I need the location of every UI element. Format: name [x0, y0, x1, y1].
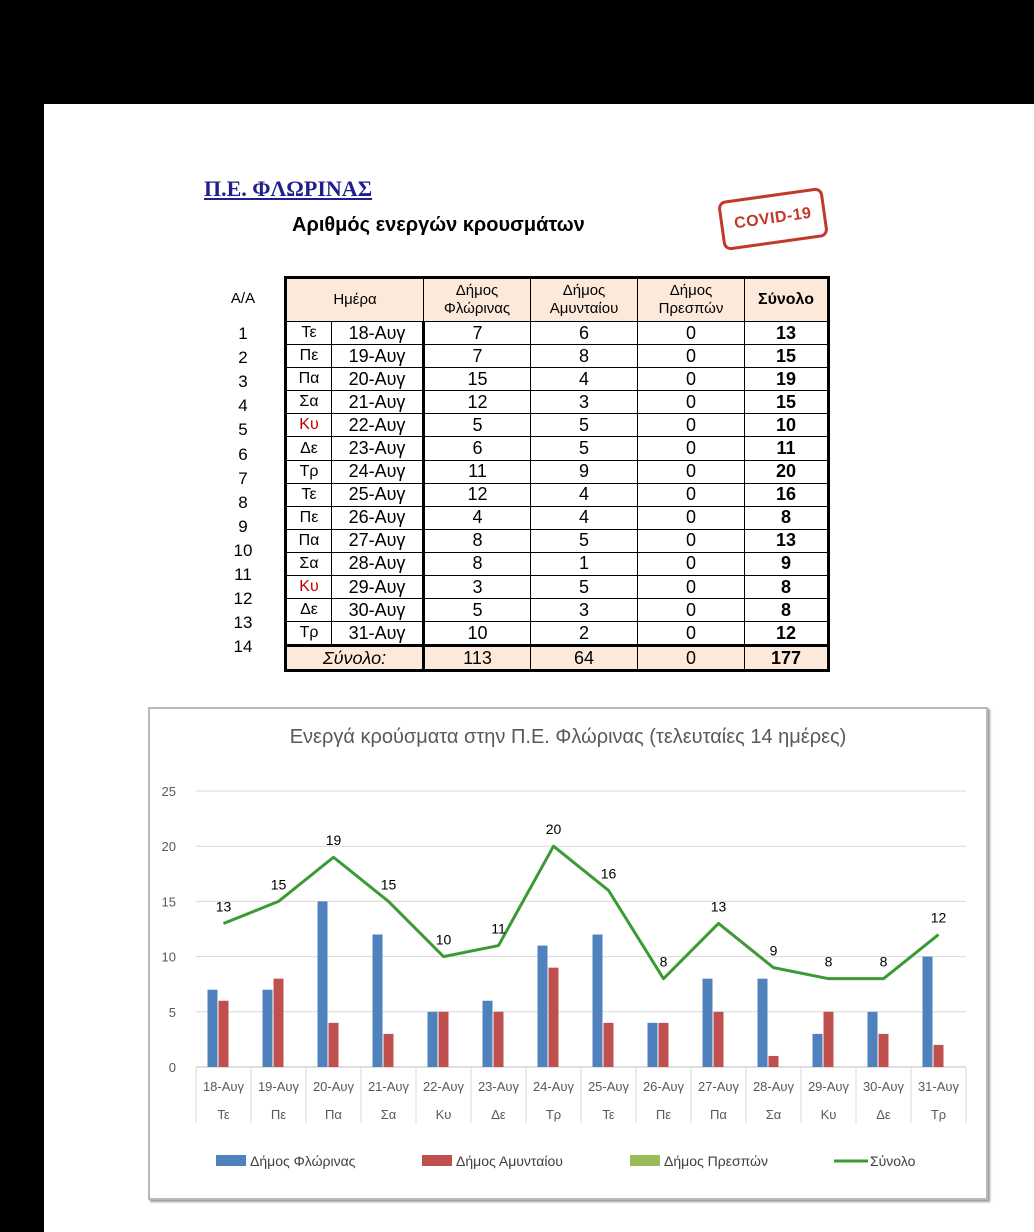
prespes-cell: 0 [638, 622, 745, 646]
day-cell: Σα [286, 391, 332, 414]
data-label: 8 [824, 953, 833, 970]
bar-2 [274, 979, 284, 1067]
bar-1 [263, 990, 273, 1067]
table-row [286, 622, 829, 646]
legend-swatch [630, 1155, 660, 1166]
data-label: 12 [930, 909, 947, 926]
bar-2 [659, 1023, 669, 1067]
prespes-cell: 0 [638, 322, 745, 345]
day-cell: Τε [286, 483, 332, 506]
bar-2 [329, 1023, 339, 1067]
bar-1 [758, 979, 768, 1067]
amyntaio-cell: 5 [531, 529, 638, 552]
amyntaio-cell: 1 [531, 552, 638, 575]
amyntaio-cell: 4 [531, 368, 638, 391]
table-row [286, 345, 829, 368]
aa-column [220, 274, 266, 659]
data-label: 19 [325, 832, 342, 849]
table-row [286, 414, 829, 437]
total-cell: 20 [745, 460, 829, 483]
table-row [286, 483, 829, 506]
amyntaio-cell: 9 [531, 460, 638, 483]
y-tick-label: 10 [161, 949, 176, 965]
x-tick-label: 24-Αυγ [532, 1079, 575, 1094]
cases-table [284, 276, 830, 672]
day-cell: Πα [286, 368, 332, 391]
cases-chart [150, 709, 986, 1198]
bar-2 [604, 1023, 614, 1067]
x-day-label: Πε [270, 1107, 287, 1122]
total-cell: 12 [745, 622, 829, 646]
page-title: Π.Ε. ΦΛΩΡΙΝΑΣ [204, 176, 373, 201]
amyntaio-cell: 2 [531, 622, 638, 646]
prespes-cell: 0 [638, 576, 745, 599]
bar-1 [208, 990, 218, 1067]
sum-florina: 113 [424, 646, 531, 671]
table-row [286, 391, 829, 414]
data-label: 15 [380, 876, 397, 893]
x-tick-label: 28-Αυγ [752, 1079, 795, 1094]
aa-cell: 6 [238, 444, 248, 464]
prespes-cell: 0 [638, 460, 745, 483]
data-label: 8 [879, 953, 888, 970]
x-tick-label: 18-Αυγ [202, 1079, 245, 1094]
prespes-cell: 0 [638, 437, 745, 460]
bar-1 [813, 1034, 823, 1067]
florina-cell: 4 [424, 506, 531, 529]
x-tick-label: 25-Αυγ [587, 1079, 630, 1094]
amyntaio-cell: 3 [531, 391, 638, 414]
date-cell: 21-Αυγ [332, 391, 424, 414]
florina-cell: 10 [424, 622, 531, 646]
y-tick-label: 0 [168, 1060, 176, 1075]
date-cell: 19-Αυγ [332, 345, 424, 368]
data-label: 13 [215, 898, 232, 915]
aa-cell: 10 [233, 540, 253, 560]
prespes-cell: 0 [638, 529, 745, 552]
day-cell: Τρ [286, 622, 332, 646]
bar-1 [318, 901, 328, 1067]
prespes-cell: 0 [638, 414, 745, 437]
amyntaio-cell: 5 [531, 437, 638, 460]
date-cell: 28-Αυγ [332, 552, 424, 575]
date-cell: 18-Αυγ [332, 322, 424, 345]
x-tick-label: 20-Αυγ [312, 1079, 355, 1094]
chart-title: Ενεργά κρούσματα στην Π.Ε. Φλώρινας (τελευταίες 14 ημέρες) [289, 726, 847, 748]
col-header-amyntaio: Δήμος Αμυνταίου [531, 278, 638, 322]
bar-1 [373, 935, 383, 1067]
amyntaio-cell: 6 [531, 322, 638, 345]
y-tick-label: 20 [161, 839, 176, 855]
aa-cell: 13 [233, 613, 253, 633]
x-tick-label: 19-Αυγ [257, 1079, 300, 1094]
florina-cell: 5 [424, 414, 531, 437]
aa-header: Α/Α [230, 289, 256, 307]
florina-cell: 3 [424, 576, 531, 599]
day-cell: Κυ [286, 414, 332, 437]
amyntaio-cell: 5 [531, 576, 638, 599]
day-cell: Δε [286, 599, 332, 622]
prespes-cell: 0 [638, 391, 745, 414]
x-day-label: Σα [380, 1107, 397, 1122]
bar-2 [494, 1012, 504, 1067]
day-cell: Πα [286, 529, 332, 552]
prespes-cell: 0 [638, 552, 745, 575]
date-cell: 23-Αυγ [332, 437, 424, 460]
bar-1 [538, 946, 548, 1067]
total-cell: 10 [745, 414, 829, 437]
table-row [286, 599, 829, 622]
date-cell: 25-Αυγ [332, 483, 424, 506]
col-header-florina: Δήμος Φλώρινας [424, 278, 531, 322]
table-row [286, 529, 829, 552]
aa-cell: 12 [233, 589, 253, 609]
legend-label: Δήμος Φλώρινας [250, 1153, 356, 1169]
total-cell: 13 [745, 322, 829, 345]
sum-prespes: 0 [638, 646, 745, 671]
prespes-cell: 0 [638, 599, 745, 622]
bar-2 [549, 968, 559, 1067]
total-cell: 8 [745, 576, 829, 599]
bar-1 [923, 957, 933, 1067]
total-cell: 16 [745, 483, 829, 506]
aa-cell: 9 [238, 516, 248, 536]
x-day-label: Πα [710, 1107, 727, 1122]
amyntaio-cell: 8 [531, 345, 638, 368]
bar-2 [934, 1045, 944, 1067]
date-cell: 20-Αυγ [332, 368, 424, 391]
col-header-total: Σύνολο [745, 278, 829, 322]
aa-cell: 8 [238, 492, 248, 512]
x-tick-label: 23-Αυγ [477, 1079, 520, 1094]
x-tick-label: 30-Αυγ [862, 1079, 905, 1094]
day-cell: Τε [286, 322, 332, 345]
x-day-label: Κυ [435, 1107, 452, 1122]
day-cell: Πε [286, 345, 332, 368]
col-header-day: Ημέρα [286, 278, 424, 322]
y-tick-label: 25 [161, 784, 176, 799]
chart-container [148, 707, 988, 1200]
sum-row [286, 646, 829, 671]
day-cell: Πε [286, 506, 332, 529]
amyntaio-cell: 4 [531, 483, 638, 506]
total-cell: 15 [745, 345, 829, 368]
bar-1 [428, 1012, 438, 1067]
bar-2 [879, 1034, 889, 1067]
aa-cell: 3 [238, 372, 248, 392]
data-label: 15 [270, 876, 287, 893]
data-label: 20 [545, 821, 562, 838]
y-tick-label: 15 [161, 894, 176, 910]
table-row [286, 576, 829, 599]
day-cell: Σα [286, 552, 332, 575]
x-tick-label: 27-Αυγ [697, 1079, 740, 1094]
florina-cell: 5 [424, 599, 531, 622]
date-cell: 29-Αυγ [332, 576, 424, 599]
aa-cell: 4 [238, 396, 248, 416]
total-cell: 9 [745, 552, 829, 575]
date-cell: 26-Αυγ [332, 506, 424, 529]
data-label: 9 [769, 942, 778, 959]
table-row [286, 552, 829, 575]
bar-2 [384, 1034, 394, 1067]
bar-2 [714, 1012, 724, 1067]
x-day-label: Σα [765, 1107, 782, 1122]
x-tick-label: 29-Αυγ [807, 1079, 850, 1094]
aa-cell: 2 [238, 348, 248, 368]
bar-2 [824, 1012, 834, 1067]
florina-cell: 6 [424, 437, 531, 460]
total-cell: 19 [745, 368, 829, 391]
total-cell: 11 [745, 437, 829, 460]
aa-cell: 7 [238, 468, 248, 488]
x-day-label: Δε [876, 1107, 891, 1122]
x-day-label: Τε [217, 1107, 230, 1122]
legend-label: Δήμος Πρεσπών [664, 1153, 768, 1169]
covid-stamp: COVID-19 [717, 187, 829, 251]
amyntaio-cell: 4 [531, 506, 638, 529]
x-tick-label: 26-Αυγ [642, 1079, 685, 1094]
aa-cell: 1 [238, 324, 248, 344]
table-row [286, 368, 829, 391]
page-subtitle: Αριθμός ενεργών κρουσμάτων [292, 214, 585, 236]
legend-swatch [216, 1155, 246, 1166]
prespes-cell: 0 [638, 506, 745, 529]
table-row [286, 322, 829, 345]
data-label: 11 [491, 920, 506, 937]
total-cell: 8 [745, 599, 829, 622]
day-cell: Δε [286, 437, 332, 460]
florina-cell: 12 [424, 391, 531, 414]
total-cell: 15 [745, 391, 829, 414]
prespes-cell: 0 [638, 483, 745, 506]
florina-cell: 7 [424, 345, 531, 368]
bar-1 [483, 1001, 493, 1067]
table-row [286, 460, 829, 483]
date-cell: 24-Αυγ [332, 460, 424, 483]
total-cell: 8 [745, 506, 829, 529]
x-day-label: Κυ [820, 1107, 837, 1122]
legend-label: Σύνολο [870, 1153, 916, 1169]
bar-1 [703, 979, 713, 1067]
florina-cell: 7 [424, 322, 531, 345]
x-day-label: Πε [655, 1107, 672, 1122]
florina-cell: 8 [424, 552, 531, 575]
bar-2 [439, 1012, 449, 1067]
day-cell: Κυ [286, 576, 332, 599]
florina-cell: 12 [424, 483, 531, 506]
legend-swatch [422, 1155, 452, 1166]
x-day-label: Πα [325, 1107, 342, 1122]
prespes-cell: 0 [638, 345, 745, 368]
table-row [286, 506, 829, 529]
data-label: 16 [600, 865, 617, 882]
amyntaio-cell: 3 [531, 599, 638, 622]
data-label: 13 [710, 898, 727, 915]
x-day-label: Τε [602, 1107, 615, 1122]
aa-cell: 14 [233, 637, 253, 657]
aa-cell: 5 [238, 420, 248, 440]
florina-cell: 8 [424, 529, 531, 552]
date-cell: 22-Αυγ [332, 414, 424, 437]
aa-cell: 11 [234, 564, 252, 584]
bar-1 [648, 1023, 658, 1067]
amyntaio-cell: 5 [531, 414, 638, 437]
date-cell: 30-Αυγ [332, 599, 424, 622]
x-tick-label: 22-Αυγ [422, 1079, 465, 1094]
sum-total: 177 [745, 646, 829, 671]
legend-label: Δήμος Αμυνταίου [456, 1153, 563, 1169]
bar-1 [593, 935, 603, 1067]
y-tick-label: 5 [168, 1004, 176, 1020]
sum-label: Σύνολο: [286, 646, 424, 671]
bar-2 [769, 1056, 779, 1067]
document-page [44, 104, 1034, 1232]
x-day-label: Τρ [545, 1107, 562, 1122]
x-day-label: Τρ [930, 1107, 947, 1122]
bar-2 [219, 1001, 229, 1067]
prespes-cell: 0 [638, 368, 745, 391]
sum-amyntaio: 64 [531, 646, 638, 671]
total-cell: 13 [745, 529, 829, 552]
bar-1 [868, 1012, 878, 1067]
date-cell: 27-Αυγ [332, 529, 424, 552]
day-cell: Τρ [286, 460, 332, 483]
data-label: 10 [435, 931, 452, 948]
x-day-label: Δε [491, 1107, 506, 1122]
florina-cell: 11 [424, 460, 531, 483]
florina-cell: 15 [424, 368, 531, 391]
table-row [286, 437, 829, 460]
x-tick-label: 21-Αυγ [367, 1079, 410, 1094]
col-header-prespes: Δήμος Πρεσπών [638, 278, 745, 322]
x-tick-label: 31-Αυγ [917, 1079, 960, 1094]
date-cell: 31-Αυγ [332, 622, 424, 646]
data-label: 8 [659, 953, 668, 970]
